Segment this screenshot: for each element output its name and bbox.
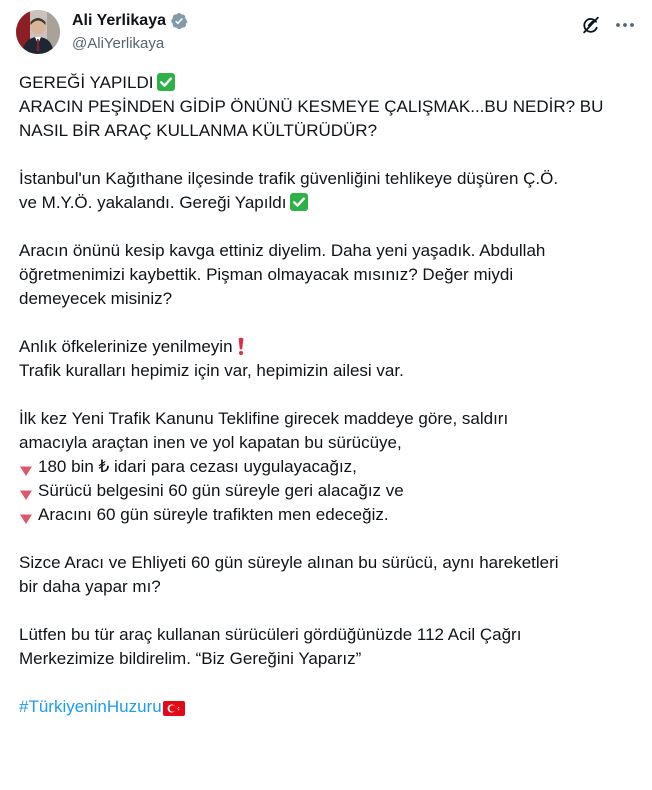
tweet-text (19, 71, 639, 719)
text-line (19, 335, 639, 359)
text-line: İlk kez Yeni Trafik Kanunu Teklifine girecek maddeye göre, saldırı (19, 409, 509, 428)
red-exclamation-emoji-icon (236, 336, 246, 356)
text-line: Merkezimize bildirelim. “Biz Gereğini Yaparız” (19, 649, 362, 668)
hashtag-link[interactable]: #TürkiyeninHuzuru (19, 697, 162, 716)
turkey-flag-icon (163, 699, 185, 714)
bullet-text: 180 bin ₺ idari para cezası uygulayacağız, (38, 457, 357, 476)
text-span: Anlık öfkelerinize yenilmeyin (19, 337, 233, 356)
bullet-text: Sürücü belgesini 60 gün süreyle geri alacağız ve (38, 481, 404, 500)
verified-badge-icon (170, 12, 188, 30)
bullet-line (19, 479, 639, 503)
text-line: Aracın önünü kesip kavga ettiniz diyelim. Daha yeni yaşadık. Abdullah (19, 241, 546, 260)
author-handle[interactable]: @AliYerlikaya (72, 35, 165, 52)
text-line: Trafik kuralları hepimiz için var, hepimizin ailesi var. (19, 361, 404, 380)
red-down-triangle-icon (19, 508, 33, 520)
text-line: Lütfen bu tür araç kullanan sürücüleri gördüğünüzde 112 Acil Çağrı (19, 625, 522, 644)
red-down-triangle-icon (19, 460, 33, 472)
text-line: İstanbul'un Kağıthane ilçesinde trafik güvenliğini tehlikeye düşüren Ç.Ö. (19, 169, 559, 188)
text-line (19, 71, 639, 95)
text-line: Sizce Aracı ve Ehliyeti 60 gün süreyle alınan bu sürücü, aynı hareketleri (19, 553, 559, 572)
tweet-header (16, 8, 636, 56)
hashtag-line (19, 695, 639, 719)
bullet-text: Aracını 60 gün süreyle trafikten men edeceğiz. (38, 505, 389, 524)
text-line (19, 191, 639, 215)
author-name[interactable]: Ali Yerlikaya (72, 12, 166, 29)
text-span: GEREĞİ YAPILDI (19, 73, 154, 92)
bullet-line (19, 455, 639, 479)
green-check-emoji-icon (156, 72, 176, 92)
text-line: NASIL BİR ARAÇ KULLANMA KÜLTÜRÜDÜR? (19, 121, 378, 140)
text-line: amacıyla araçtan inen ve yol kapatan bu sürücüye, (19, 433, 402, 452)
grok-icon[interactable] (580, 14, 602, 36)
text-line: demeyecek misiniz? (19, 289, 173, 308)
green-check-emoji-icon (289, 192, 309, 212)
text-line: ARACIN PEŞİNDEN GİDİP ÖNÜNÜ KESMEYE ÇALIŞMAK...BU NEDİR? BU (19, 97, 604, 116)
red-down-triangle-icon (19, 484, 33, 496)
avatar[interactable] (16, 10, 60, 54)
bullet-line (19, 503, 639, 527)
more-options-icon[interactable] (614, 14, 636, 36)
text-span: ve M.Y.Ö. yakalandı. Gereği Yapıldı (19, 193, 287, 212)
text-line: bir daha yapar mı? (19, 577, 161, 596)
text-line: öğretmenimizi kaybettik. Pişman olmayacak mısınız? Değer miydi (19, 265, 514, 284)
